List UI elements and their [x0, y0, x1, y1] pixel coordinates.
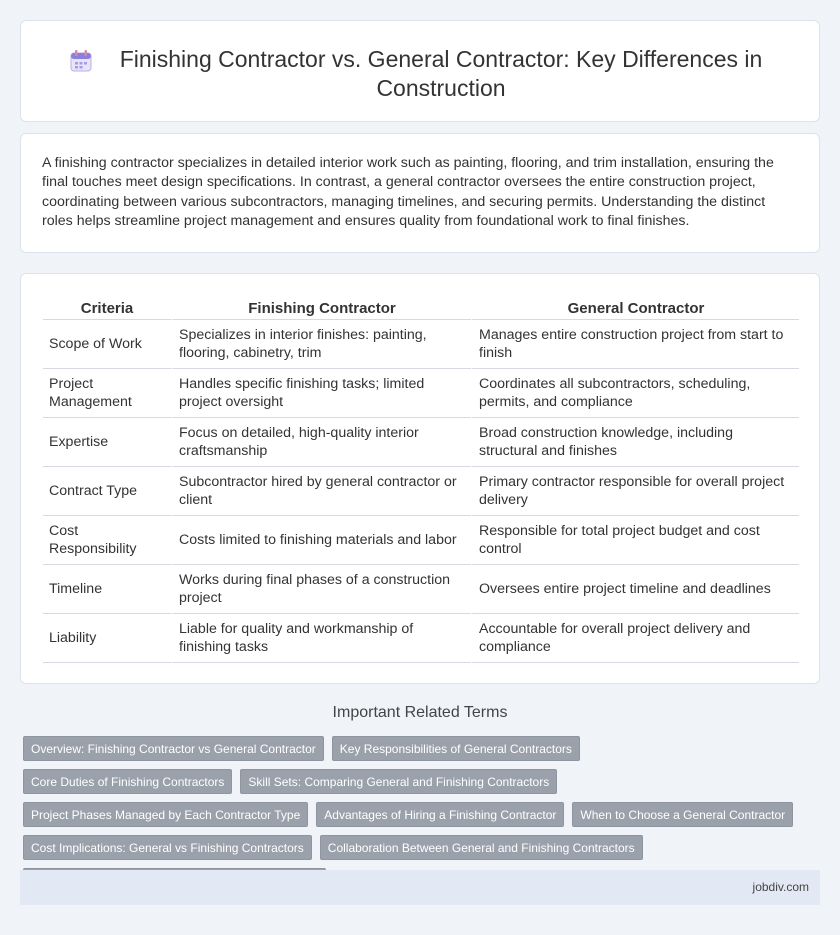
table-row: [43, 418, 799, 467]
finishing-cell: Liable for quality and workmanship of finishing tasks: [171, 614, 471, 663]
criteria-cell: Contract Type: [43, 467, 171, 516]
footer-site-name[interactable]: jobdiv.com: [752, 880, 809, 894]
related-term-tag[interactable]: Project Phases Managed by Each Contractor Type: [23, 802, 308, 827]
criteria-cell: Scope of Work: [43, 320, 171, 369]
criteria-cell: Project Management: [43, 369, 171, 418]
comparison-table: [43, 294, 799, 663]
footer: [20, 870, 820, 905]
page-title: Finishing Contractor vs. General Contractor: Key Differences in Construction: [119, 46, 763, 101]
criteria-cell: Cost Responsibility: [43, 516, 171, 565]
related-term-tag[interactable]: Advantages of Hiring a Finishing Contractor: [316, 802, 564, 827]
related-term-tag[interactable]: When to Choose a General Contractor: [572, 802, 793, 827]
header-criteria: Criteria: [43, 294, 171, 320]
intro-paragraph: A finishing contractor specializes in detailed interior work such as painting, flooring, and trim installation, ensuring the final touches meet design specifications. In contrast, a general contractor oversees the entire construction project, coordinating between various subcontractors, managing timelines, and securing permits. Understanding the distinct roles helps streamline project management and ensures quality from foundational work to final finishes.: [42, 155, 774, 229]
comparison-table-card: [20, 273, 820, 684]
finishing-cell: Focus on detailed, high-quality interior craftsmanship: [171, 418, 471, 467]
table-row: [43, 320, 799, 369]
criteria-cell: Timeline: [43, 565, 171, 614]
related-term-tag[interactable]: Key Responsibilities of General Contractors: [332, 736, 580, 761]
table-row: [43, 516, 799, 565]
finishing-cell: Handles specific finishing tasks; limited project oversight: [171, 369, 471, 418]
general-cell: Oversees entire project timeline and deadlines: [471, 565, 799, 614]
general-cell: Manages entire construction project from start to finish: [471, 320, 799, 369]
finishing-cell: Specializes in interior finishes: painting, flooring, cabinetry, trim: [171, 320, 471, 369]
table-row: [43, 467, 799, 516]
general-cell: Coordinates all subcontractors, scheduling, permits, and compliance: [471, 369, 799, 418]
table-header-row: [43, 294, 799, 320]
header-finishing-contractor: Finishing Contractor: [171, 294, 471, 320]
related-term-tag[interactable]: Overview: Finishing Contractor vs General Contractor: [23, 736, 324, 761]
header-card: [20, 20, 820, 122]
related-term-tag[interactable]: Core Duties of Finishing Contractors: [23, 769, 232, 794]
general-cell: Broad construction knowledge, including structural and finishes: [471, 418, 799, 467]
general-cell: Primary contractor responsible for overall project delivery: [471, 467, 799, 516]
finishing-cell: Works during final phases of a construction project: [171, 565, 471, 614]
table-row: [43, 565, 799, 614]
criteria-cell: Expertise: [43, 418, 171, 467]
general-cell: Responsible for total project budget and cost control: [471, 516, 799, 565]
related-term-tag[interactable]: Cost Implications: General vs Finishing Contractors: [23, 835, 312, 860]
related-term-tag[interactable]: Collaboration Between General and Finishing Contractors: [320, 835, 643, 860]
related-term-tag[interactable]: Skill Sets: Comparing General and Finishing Contractors: [240, 769, 557, 794]
finishing-cell: Subcontractor hired by general contractor or client: [171, 467, 471, 516]
related-terms-title: Important Related Terms: [332, 704, 508, 721]
header-general-contractor: General Contractor: [471, 294, 799, 320]
table-row: [43, 614, 799, 663]
general-cell: Accountable for overall project delivery and compliance: [471, 614, 799, 663]
criteria-cell: Liability: [43, 614, 171, 663]
intro-card: [20, 133, 820, 253]
table-row: [43, 369, 799, 418]
finishing-cell: Costs limited to finishing materials and labor: [171, 516, 471, 565]
